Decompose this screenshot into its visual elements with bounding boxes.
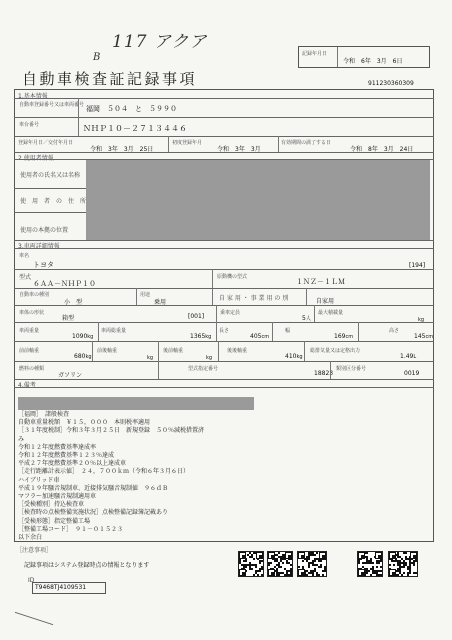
issue-date-label: 登録年月日／交付年月日 [18, 140, 74, 146]
engine-label: 原動機の型式 [217, 274, 248, 280]
remarks-list [18, 411, 276, 542]
weight-label: 車両重量 [19, 328, 40, 334]
expiry-value: 令和 8年 3月 24日 [350, 146, 414, 153]
id-box [32, 582, 106, 594]
remarks-line: 平成１９年騒音規制車、近接排気騒音規制値 ９６ｄＢ [18, 484, 169, 492]
remarks-line: 平成２７年度燃費基準２０％以上達成車 [18, 460, 127, 468]
gross-weight-value [190, 333, 211, 340]
weight-number: 1090 [72, 333, 88, 340]
shape-code: [001] [188, 313, 205, 320]
notes-title: ［注意事項］ [16, 547, 53, 554]
use-value: 乗用 [154, 299, 167, 306]
qr-code [388, 551, 418, 577]
height-label: 高さ [389, 328, 400, 334]
displacement-number: 1.49 [400, 353, 414, 360]
gross-weight-unit: kg [205, 334, 212, 340]
section-user-title: 2.使用者情報 [18, 155, 54, 162]
kind-value: 小 型 [64, 299, 83, 306]
rear-rear-axle-unit: kg [296, 354, 303, 360]
remarks-line: 令和１２年度燃費基準達成率 [18, 443, 97, 451]
use-label: 用途 [140, 292, 151, 298]
expiry-label: 有効期間の満了する日 [281, 140, 332, 146]
qr-code [267, 551, 293, 577]
maker-code: [194] [409, 262, 426, 269]
user-name-label: 使用者の氏名又は名称 [20, 172, 81, 179]
category-label: 類別区分番号 [336, 366, 367, 372]
width-value [334, 333, 353, 340]
document-number: 911230360309 [368, 80, 414, 87]
private-label: 自 家 用 ・ 事 業 用 の 別 [219, 295, 289, 302]
length-value [250, 333, 269, 340]
section-remarks-title: 4.備考 [18, 382, 36, 389]
front-rear-axle-unit: kg [147, 355, 154, 361]
capacity-number: 5 [302, 315, 306, 322]
remarks-line: マフラー加速騒音規制適用車 [18, 493, 97, 501]
length-unit: cm [261, 334, 270, 340]
type-approval-value: 18823 [314, 370, 334, 377]
remarks-line: ［検査時の点検整備実施状況］点検整備記録簿記載あり [18, 509, 169, 517]
height-number: 145 [414, 333, 426, 340]
qr-code [238, 551, 264, 577]
remarks-line: ［整備工場コード］ ９１－０１５２３ [18, 525, 124, 533]
model-value: ６ＡＡ－ＮＨＰ１０ [33, 280, 96, 288]
width-unit: cm [345, 334, 354, 340]
rear-rear-axle-number: 410 [285, 353, 297, 360]
remarks-line: ［走行距離計表示値］ ２４，７００ｋｍ（令和６年３月６日） [18, 468, 190, 476]
rear-rear-axle-value [285, 353, 303, 360]
displacement-value [400, 353, 416, 360]
record-date-label: 記録年月日 [302, 51, 328, 57]
front-rear-axle-label: 前後軸重 [97, 348, 118, 354]
weight-unit: kg [87, 334, 94, 340]
height-unit: cm [425, 334, 434, 340]
handwritten-note: 117 アクア [112, 32, 208, 52]
record-date-value: 令和 6年 3月 6日 [343, 58, 403, 65]
length-label: 長さ [219, 328, 230, 334]
fuel-value: ガソリン [58, 372, 83, 379]
remarks-line: ［受検種別］持込検査車 [18, 501, 85, 509]
remarks-line: ハイブリッド車 [18, 476, 60, 484]
remarks-line: ［受検形態］指定整備工場 [18, 517, 91, 525]
chassis-label: 車台番号 [19, 122, 40, 128]
max-load-unit: kg [418, 317, 425, 323]
id-value: T9468TJ4109531 [35, 584, 87, 591]
redacted-remarks [18, 397, 254, 410]
length-number: 405 [250, 333, 262, 340]
section-vehicle-title: 3.車両詳細情報 [18, 243, 60, 250]
remarks-line: ［福岡］ 諸般検査 [18, 411, 70, 418]
remarks-line: み [18, 435, 25, 443]
model-label: 型式 [19, 274, 32, 281]
front-front-axle-label: 前前軸重 [19, 348, 40, 354]
gross-weight-label: 車両総重量 [101, 328, 127, 334]
front-front-axle-unit: kg [85, 354, 92, 360]
displacement-label: 総排気量又は定格出力 [310, 348, 361, 354]
capacity-unit: 人 [305, 316, 311, 322]
issue-date-value: 令和 3年 3月 25日 [90, 146, 154, 153]
remarks-line: 令和１２年度燃費基準１２３％達成 [18, 452, 115, 460]
rear-rear-axle-label: 後後軸重 [227, 348, 248, 354]
width-label: 幅 [285, 328, 291, 334]
displacement-unit: L [413, 354, 417, 360]
front-front-axle-value [74, 353, 92, 360]
user-address-label: 使 用 者 の 住 所 [20, 198, 87, 205]
first-registration-value: 令和 3年 3月 [217, 146, 261, 153]
maker-value: トヨタ [33, 261, 54, 269]
front-front-axle-number: 680 [74, 353, 86, 360]
category-value: 0019 [404, 370, 420, 377]
remarks-line: ［３１年度税制］令和３年３月２５日 新規登録 ５０％減税措置済 [18, 427, 205, 435]
qr-code [297, 551, 327, 577]
weight-value [72, 333, 93, 340]
chassis-value: ＮＨＰ１０－２７１３４４６ [83, 124, 187, 133]
capacity-value [302, 315, 311, 322]
shape-label: 車体の形状 [19, 310, 45, 316]
reg-number-value: 福岡 ５０４ と ５９９０ [86, 105, 177, 113]
reg-number-label: 自動車登録番号又は車両番号 [19, 102, 85, 108]
kind-label: 自動車の種別 [19, 292, 50, 298]
notes-text: 記録事項はシステム登録時点の情報となります [24, 562, 150, 569]
first-registration-label: 初度登録年月 [172, 140, 203, 146]
type-approval-label: 型式指定番号 [188, 366, 219, 372]
record-date-box [298, 46, 430, 68]
max-load-label: 最大積載量 [318, 310, 344, 316]
maker-label: 車名 [19, 253, 30, 259]
width-number: 169 [334, 333, 346, 340]
engine-value: １ＮＺ－１ＬＭ [296, 278, 345, 286]
remarks-line: 自動車重量税額 ￥１５，０００ 本則税率適用 [18, 419, 151, 427]
capacity-label: 乗車定員 [220, 310, 241, 316]
shape-value: 箱型 [62, 315, 75, 322]
redacted-user-info [86, 160, 430, 240]
qr-code [357, 551, 383, 577]
id-label: ID [28, 577, 35, 584]
base-location-label: 使用の本拠の位置 [20, 227, 69, 234]
section-basic-title: 1.基本情報 [18, 93, 48, 100]
rear-front-axle-label: 後前軸重 [163, 348, 184, 354]
fuel-label: 燃料の種類 [19, 366, 45, 372]
gross-weight-number: 1365 [190, 333, 206, 340]
page-title: 自動車検査証記録事項 [22, 70, 198, 88]
height-value [414, 333, 433, 340]
private-value: 自家用 [316, 298, 335, 305]
rear-front-axle-unit: kg [206, 355, 213, 361]
remarks-line: 以下余白 [18, 534, 43, 542]
handwritten-mark: B [93, 52, 101, 63]
